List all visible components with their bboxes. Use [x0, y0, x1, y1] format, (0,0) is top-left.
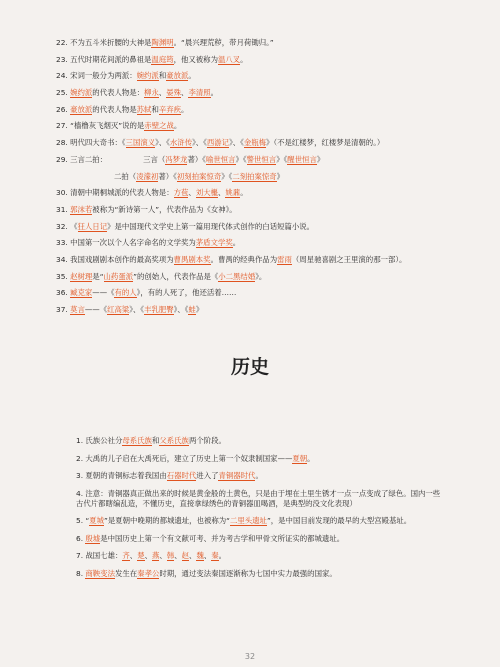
page-number: 32: [244, 652, 256, 661]
text-run: 是中国历史上第一个有文献可考、并为考古学和甲骨文所证实的都城遗址。: [100, 533, 345, 543]
highlighted-term: 李清照: [188, 88, 211, 98]
highlighted-term: 殷墟: [85, 533, 101, 543]
item-number: 24.: [56, 71, 71, 81]
highlighted-term: 韩: [166, 551, 175, 560]
highlighted-term: 夏朝: [292, 453, 308, 463]
text-run: ，他又被称为: [173, 54, 218, 64]
text-run: 战国七雄：: [85, 551, 123, 560]
text-run: 。: [240, 54, 248, 64]
highlighted-term: 二里头遗址: [229, 516, 267, 525]
text-run: 》、《: [229, 138, 244, 148]
text-run: 宋词一般分为两派：: [70, 71, 137, 81]
highlighted-term: 曹禺剧本奖: [173, 254, 211, 264]
highlighted-term: 郭沫若: [70, 204, 93, 214]
highlighted-term: 莫言: [70, 305, 85, 314]
highlighted-term: 赵: [181, 551, 190, 560]
literature-item: [56, 238, 466, 248]
item-number: 26.: [56, 104, 71, 114]
text-run: 和: [151, 104, 159, 114]
highlighted-term: 陶渊明: [151, 38, 174, 47]
text-run: 、: [203, 551, 212, 560]
highlighted-term: 喻世恒言: [205, 154, 236, 164]
item-number: 36.: [56, 288, 71, 298]
text-run: 、: [174, 551, 182, 560]
highlighted-term: 臧克家: [70, 288, 93, 298]
text-run: 《: [70, 221, 78, 231]
text-run: 、: [159, 551, 167, 560]
text-run: 清朝中期桐城派的代表人物是：: [70, 188, 174, 198]
text-run: 。: [173, 121, 182, 131]
highlighted-term: 刘大櫆: [195, 188, 218, 198]
item-number: 35.: [56, 271, 71, 281]
highlighted-term: 商鞅变法: [85, 568, 115, 578]
text-run: 。: [255, 471, 263, 480]
text-run: 》，有的人死了，他还活着……: [136, 288, 237, 298]
text-run: 著）《: [158, 171, 177, 181]
text-run: 。: [188, 71, 196, 81]
text-run: 。: [181, 104, 189, 114]
history-item: [76, 534, 444, 544]
history-item: [76, 436, 444, 446]
highlighted-term: 母系氏族: [122, 436, 152, 445]
highlighted-term: 秦孝公: [137, 568, 160, 578]
highlighted-term: 方苞: [173, 188, 189, 198]
highlighted-term: 小二黑结婚: [218, 271, 256, 281]
literature-item: [56, 255, 466, 265]
item-number: 3.: [76, 471, 86, 480]
highlighted-term: 夏城: [89, 516, 105, 525]
item-number: 25.: [56, 88, 71, 98]
highlighted-term: 赤壁之战: [144, 121, 174, 131]
text-run: 。“晨兴理荒秽，带月荷锄归。”: [173, 38, 274, 47]
item-number: 4.: [76, 488, 86, 498]
highlighted-term: 温庭筠: [151, 54, 174, 64]
text-run: 。: [232, 238, 241, 248]
history-item: [76, 471, 444, 481]
text-run: 我国戏剧剧本创作的最高奖项为: [70, 254, 174, 264]
text-run: 。: [210, 88, 219, 98]
text-run: ——《: [92, 288, 115, 298]
highlighted-term: 柳永: [144, 88, 159, 98]
text-run: 不为五斗米折腰的大神是: [70, 38, 152, 47]
item-number: 31.: [56, 204, 71, 214]
text-run: 、: [181, 88, 189, 98]
highlighted-term: 魏: [196, 551, 204, 560]
text-run: ”是夏朝中晚期的都城遗址，也被称为“: [104, 516, 230, 525]
text-run: 五代时期花间派的鼻祖是: [70, 54, 152, 64]
highlighted-term: 齐: [122, 551, 130, 560]
text-run: 、: [217, 188, 226, 198]
text-run: ——《: [84, 305, 108, 314]
highlighted-term: 姚鼐: [225, 188, 241, 198]
text-run: ”的创始人，代表作品是《: [133, 271, 219, 281]
text-run: 注意：青铜器真正做出来的时候是黄金般的土黄色，只是由于埋在土里生锈才一点一点变成了绿色。国内一些古代片都瞎编乱造，不懂历史，直接拿绿绣色的青铜器皿喝酒，是典型的没文化表现）: [76, 488, 441, 508]
history-item: [76, 454, 444, 464]
highlighted-term: 醒世恒言: [287, 154, 317, 164]
highlighted-term: 豪放派: [166, 71, 189, 81]
highlighted-term: 山药蛋派: [103, 271, 134, 281]
item-number: 33.: [56, 238, 71, 248]
highlighted-term: 秦: [211, 551, 219, 560]
highlighted-term: 二刻拍案惊奇: [232, 171, 277, 181]
text-run: 、: [189, 551, 197, 560]
text-run: 三言（: [143, 154, 166, 164]
highlighted-term: 苏轼: [136, 104, 152, 114]
literature-item: [56, 38, 466, 48]
text-run: 》。: [255, 271, 267, 281]
highlighted-term: 有的人: [114, 288, 137, 298]
highlighted-term: 水浒传: [169, 138, 193, 148]
highlighted-term: 茅盾文学奖: [195, 238, 233, 248]
highlighted-term: 石器时代: [166, 471, 197, 480]
highlighted-term: 金瓶梅: [243, 138, 267, 148]
item-number: 34.: [56, 254, 71, 264]
text-run: 和: [151, 436, 160, 445]
text-run: 》: [276, 171, 285, 181]
text-run: 发生在: [114, 568, 138, 578]
highlighted-term: 父系氏族: [159, 436, 189, 445]
text-run: ”，是中国目前发现的最早的大型宫殿基址。: [266, 516, 412, 525]
item-number: 6.: [76, 533, 86, 543]
literature-item: [56, 288, 466, 298]
highlighted-term: 蛙: [188, 305, 196, 314]
text-run: 、: [129, 551, 138, 560]
text-run: 、: [158, 88, 167, 98]
text-run: 著）《: [187, 154, 206, 164]
highlighted-term: 丰乳肥臀: [144, 305, 174, 314]
literature-item: [56, 222, 466, 232]
item-number: 8.: [76, 568, 86, 578]
highlighted-term: 冯梦龙: [165, 154, 188, 164]
highlighted-term: 辛弃疾: [158, 104, 182, 114]
text-run: 》《: [276, 154, 288, 164]
literature-item: [56, 138, 466, 148]
text-run: 。曹禺的经典作品为: [210, 254, 278, 264]
highlighted-term: 凌濛初: [136, 171, 159, 181]
highlighted-term: 燕: [152, 551, 160, 560]
item-number: 22.: [56, 38, 71, 47]
history-item: [76, 551, 444, 561]
text-run: 被称为“新诗第一人”，代表作品为《女神》。: [92, 204, 237, 214]
item-number: 37.: [56, 305, 71, 314]
highlighted-term: 西游记: [206, 138, 230, 148]
highlighted-term: 雷雨: [277, 254, 292, 264]
text-run: 、: [144, 551, 152, 560]
text-run: 大禹的儿子启在大禹死后，建立了历史上第一个奴隶制国家——: [85, 453, 293, 463]
highlighted-term: 温八叉: [217, 54, 241, 64]
item-number: 32.: [56, 221, 71, 231]
highlighted-term: 初刻拍案惊奇: [176, 171, 222, 181]
text-run: 》（不是红楼梦，红楼梦是清朝的。）: [266, 138, 385, 148]
literature-item: [56, 155, 466, 165]
text-run: 》、《: [192, 138, 207, 148]
text-run: 明代四大奇书：《: [70, 138, 126, 148]
item-number: 7.: [76, 551, 86, 560]
text-run: 。: [240, 188, 248, 198]
history-item: [76, 516, 444, 526]
text-run: 》《: [221, 171, 233, 181]
history-list: [76, 436, 444, 586]
item-number: 28.: [56, 138, 71, 148]
item-number: 5.: [76, 516, 86, 525]
text-run: 、: [188, 188, 196, 198]
text-run: 。: [218, 551, 227, 560]
text-run: 》: [195, 305, 204, 314]
item-number: 1.: [76, 436, 86, 445]
highlighted-term: 楚: [137, 551, 145, 560]
literature-item: [56, 88, 466, 98]
text-run: 是“: [92, 271, 104, 281]
text-run: 中国第一次以个人名字命名的文学奖为: [70, 238, 196, 248]
text-run: 三言二拍：: [70, 154, 108, 164]
item-number: 27.: [56, 121, 71, 131]
text-run: 氏族公社分: [85, 436, 123, 445]
item-number: 29.: [56, 154, 71, 164]
literature-item: [56, 121, 466, 131]
text-run: 两个阶段。: [188, 436, 226, 445]
text-run: 进入了: [196, 471, 219, 480]
text-run: “: [85, 516, 90, 525]
literature-item: [56, 188, 466, 198]
highlighted-term: 警世恒言: [246, 154, 277, 164]
highlighted-term: 婉约派: [70, 88, 93, 98]
highlighted-term: 三国演义: [125, 138, 156, 148]
text-run: 时期，通过变法秦国逐渐称为七国中实力最强的国家。: [159, 568, 337, 578]
text-run: 二拍（: [114, 171, 137, 181]
highlighted-term: 青铜器时代: [218, 471, 256, 480]
text-run: 。: [307, 453, 315, 463]
highlighted-term: 晏殊: [166, 88, 182, 98]
highlighted-term: 红高粱: [107, 305, 130, 314]
highlighted-term: 婉约派: [136, 71, 159, 81]
text-run: “樯橹灰飞烟灭”说的是: [70, 121, 145, 131]
literature-list: [56, 38, 466, 322]
literature-item: [56, 272, 466, 282]
text-run: （周星驰喜剧之王里演的那一部）。: [291, 254, 407, 264]
highlighted-term: 狂人日记: [77, 221, 108, 231]
text-run: 》《: [235, 154, 247, 164]
literature-item: [56, 305, 466, 315]
section-title-history: 历史: [230, 356, 269, 378]
text-run: 》、《: [129, 305, 145, 314]
literature-item: [56, 71, 466, 81]
literature-item: [56, 55, 466, 65]
text-run: 和: [158, 71, 167, 81]
item-number: 23.: [56, 54, 71, 64]
highlighted-term: 豪放派: [70, 104, 93, 114]
text-run: 》、《: [155, 138, 170, 148]
literature-item: [56, 172, 466, 182]
text-run: 》是中国现代文学史上第一篇用现代体式创作的白话短篇小说。: [107, 221, 315, 231]
item-number: 2.: [76, 453, 86, 463]
history-item: [76, 569, 444, 579]
text-run: 夏朝的青铜标志着我国由: [85, 471, 167, 480]
literature-item: [56, 105, 466, 115]
text-run: 》: [316, 154, 325, 164]
text-run: 》、《: [173, 305, 189, 314]
highlighted-term: 赵树理: [70, 271, 93, 281]
text-run: 的代表人物是: [92, 104, 137, 114]
text-run: 的代表人物是：: [92, 88, 145, 98]
history-item: [76, 489, 444, 509]
item-number: 30.: [56, 188, 71, 198]
literature-item: [56, 205, 466, 215]
